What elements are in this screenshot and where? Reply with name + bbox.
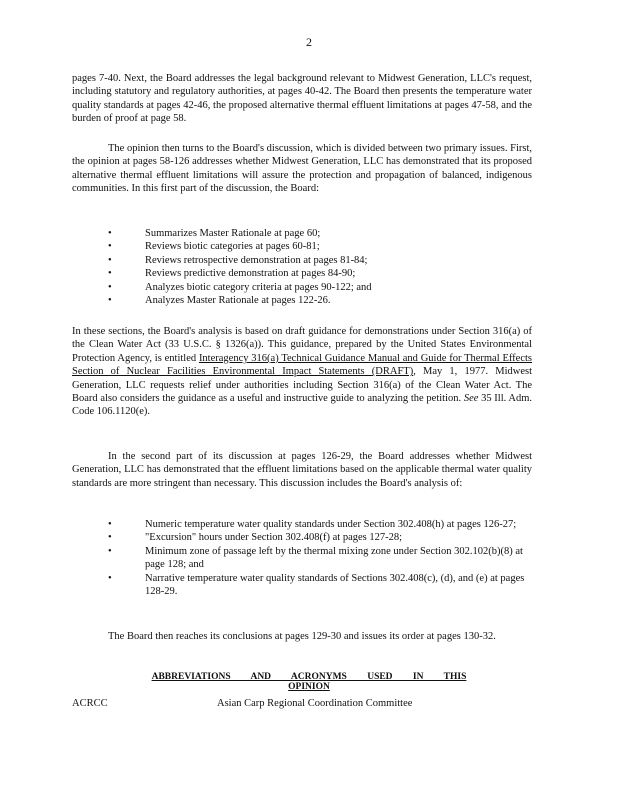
bullet-icon: • <box>108 254 112 266</box>
list-item: • Analyzes biotic category criteria at pages 90-122; and <box>108 281 372 293</box>
bullet-icon: • <box>108 572 112 584</box>
second-part-list <box>108 518 532 598</box>
bullet-icon: • <box>108 281 112 293</box>
guidance-paragraph: In these sections, the Board's analysis is based on draft guidance for demonstrations under Section 316(a) of the Clean Water Act (33 U.S.C. § 1326(a)). This guidance, prepared by the United States Environmental Protection Agency, is entitled Interagency 316(a) Technical Guidance Manual and Guide for Thermal Effects Section of Nuclear Facilities Environmental Impact Statements (DRAFT), May 1, 1977. Midwest Generation, LLC requests relief under authorities including Section 316(a) of the Clean Water Act. The Board also considers the guidance as a useful and instructive guide to analyzing the petition. See 35 Ill. Adm. Code 106.1120(e). <box>72 326 533 418</box>
bullet-icon: • <box>108 241 112 253</box>
discussion-paragraph: The opinion then turns to the Board's discussion, which is divided between two primary issues. First, the opinion at pages 58-126 addresses whether Midwest Generation, LLC has demonstrated that its proposed alternative thermal effluent limitations will assure the protection and propagation of balanced, indigenous communities. In this first part of the discussion, the Board: <box>72 143 532 195</box>
bullet-icon: • <box>108 532 112 544</box>
bullet-icon: • <box>108 545 112 557</box>
list-item: • "Excursion" hours under Section 302.408(f) at pages 127-28; <box>108 532 403 544</box>
bullet-icon: • <box>108 228 112 239</box>
conclusion-paragraph: The Board then reaches its conclusions at pages 129-30 and issues its order at pages 130-32. <box>108 631 496 642</box>
list-item: • Reviews biotic categories at pages 60-81; <box>108 241 320 253</box>
intro-paragraph: pages 7-40. Next, the Board addresses the legal background relevant to Midwest Generation, LLC's request, including statutory and regulatory authorities, at pages 40-42. The Board then presents the temperature water quality standards at pages 42-46, the proposed alternative thermal effluent limitations at pages 47-58, and the burden of proof at page 58. <box>72 73 532 125</box>
bullet-icon: • <box>108 268 112 280</box>
list-item: • Summarizes Master Rationale at page 60; <box>108 228 321 239</box>
abbreviation-term: ACRCC <box>72 698 108 709</box>
abbreviations-heading: ABBREVIATIONS AND ACRONYMS USED IN THIS OPINION <box>151 672 467 692</box>
list-item: • Narrative temperature water quality standards of Sections 302.408(c), (d), and (e) at pages 128-29. <box>108 572 525 598</box>
second-part-paragraph: In the second part of its discussion at pages 126-29, the Board addresses whether Midwest Generation, LLC has demonstrated that the effluent limitations based on the applicable thermal water quality standards are more stringent than necessary. This discussion includes the Board's analysis of: <box>72 451 532 489</box>
list-item: • Analyzes Master Rationale at pages 122-26. <box>108 295 331 307</box>
bullet-icon: • <box>108 519 112 530</box>
bullet-icon: • <box>108 295 112 307</box>
list-item: • Reviews predictive demonstration at pages 84-90; <box>108 268 356 280</box>
abbreviation-definition: Asian Carp Regional Coordination Committee <box>217 698 413 709</box>
list-item: • Minimum zone of passage left by the thermal mixing zone under Section 302.102(b)(8) at page 128; and <box>108 545 523 571</box>
first-part-list <box>108 227 532 307</box>
list-item: • Reviews retrospective demonstration at pages 81-84; <box>108 254 368 266</box>
guidance-title: Interagency 316(a) Technical Guidance Manual and Guide for Thermal Effects Section of Nuclear Facilities Environmental Impact Statements (DRAFT) <box>72 352 532 378</box>
list-item: • Numeric temperature water quality standards under Section 302.408(h) at pages 126-27; <box>108 519 517 530</box>
page-number: 2 <box>306 35 312 49</box>
